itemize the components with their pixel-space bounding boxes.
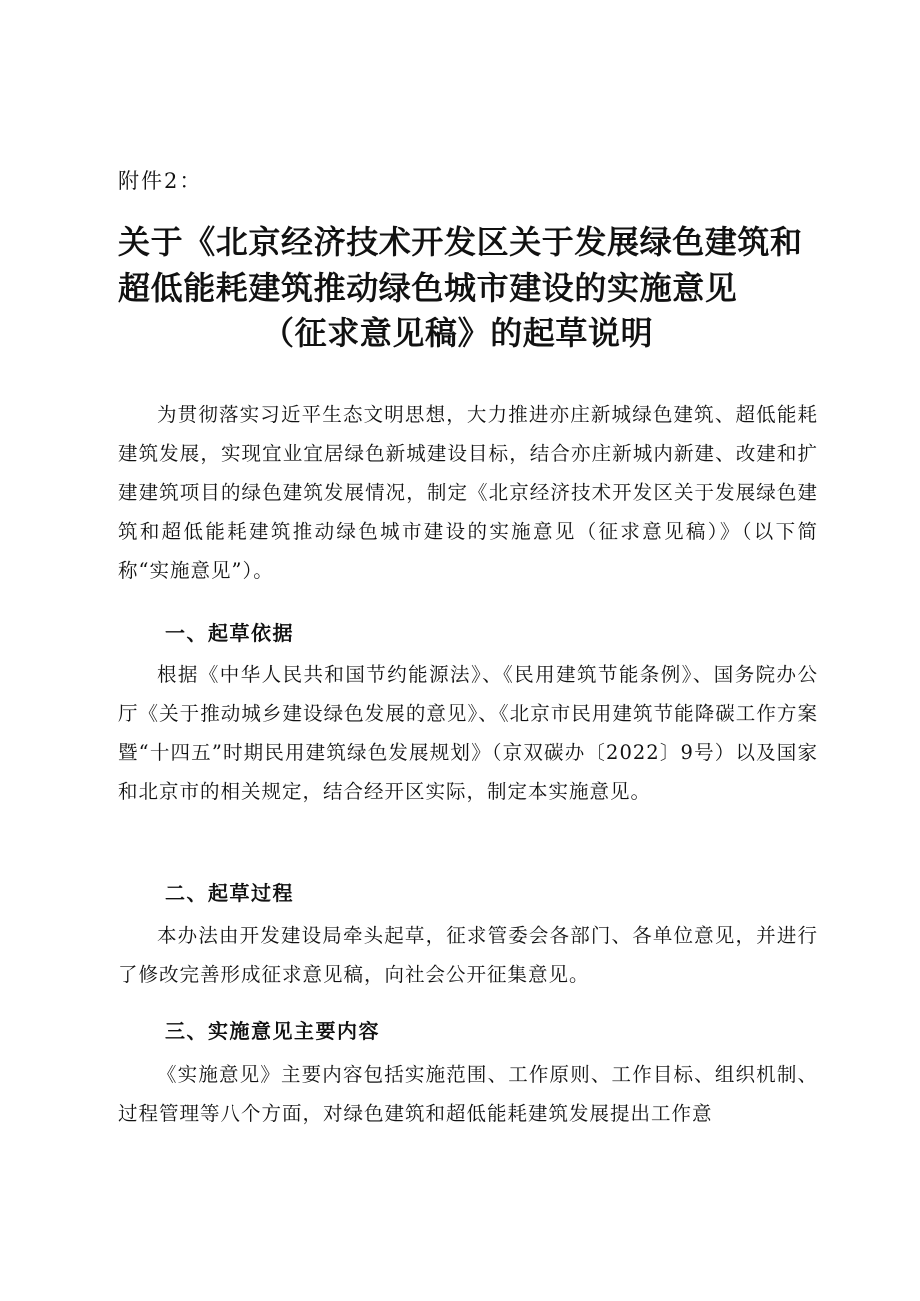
intro-paragraph: 为贯彻落实习近平生态文明思想，大力推进亦庄新城绿色建筑、超低能耗建筑发展，实现宜业宜居绿色新城建设目标，结合亦庄新城内新建、改建和扩建建筑项目的绿色建筑发展情况，制定《北京经济技术开发区关于发展绿色建筑和超低能耗建筑推动绿色城市建设的实施意见（征求意见稿）》（以下简称“实施意见”）。 — [118, 403, 818, 582]
document-title-line-3: （征求意见稿》的起草说明 — [262, 314, 654, 352]
document-title-line-1: 关于《北京经济技术开发区关于发展绿色建筑和 — [118, 223, 803, 261]
section-heading-process: 二、起草过程 — [165, 881, 294, 905]
section-body-content: 《实施意见》主要内容包括实施范围、工作原则、工作目标、组织机制、过程管理等八个方面，对绿色建筑和超低能耗建筑发展提出工作意 — [118, 1063, 818, 1125]
section-heading-basis: 一、起草依据 — [165, 621, 294, 645]
section-body-basis: 根据《中华人民共和国节约能源法》、《民用建筑节能条例》、国务院办公厅《关于推动城乡建设绿色发展的意见》、《北京市民用建筑节能降碳工作方案暨“十四五”时期民用建筑绿色发展规划》（京双碳办〔2022〕9号）以及国家和北京市的相关规定，结合经开区实际，制定本实施意见。 — [118, 663, 818, 803]
document-title-line-2: 超低能耗建筑推动绿色城市建设的实施意见 — [118, 269, 738, 307]
section-heading-content: 三、实施意见主要内容 — [165, 1019, 380, 1043]
attachment-label: 附件2： — [118, 169, 203, 193]
section-body-process: 本办法由开发建设局牵头起草，征求管委会各部门、各单位意见，并进行了修改完善形成征求意见稿，向社会公开征集意见。 — [118, 924, 818, 986]
